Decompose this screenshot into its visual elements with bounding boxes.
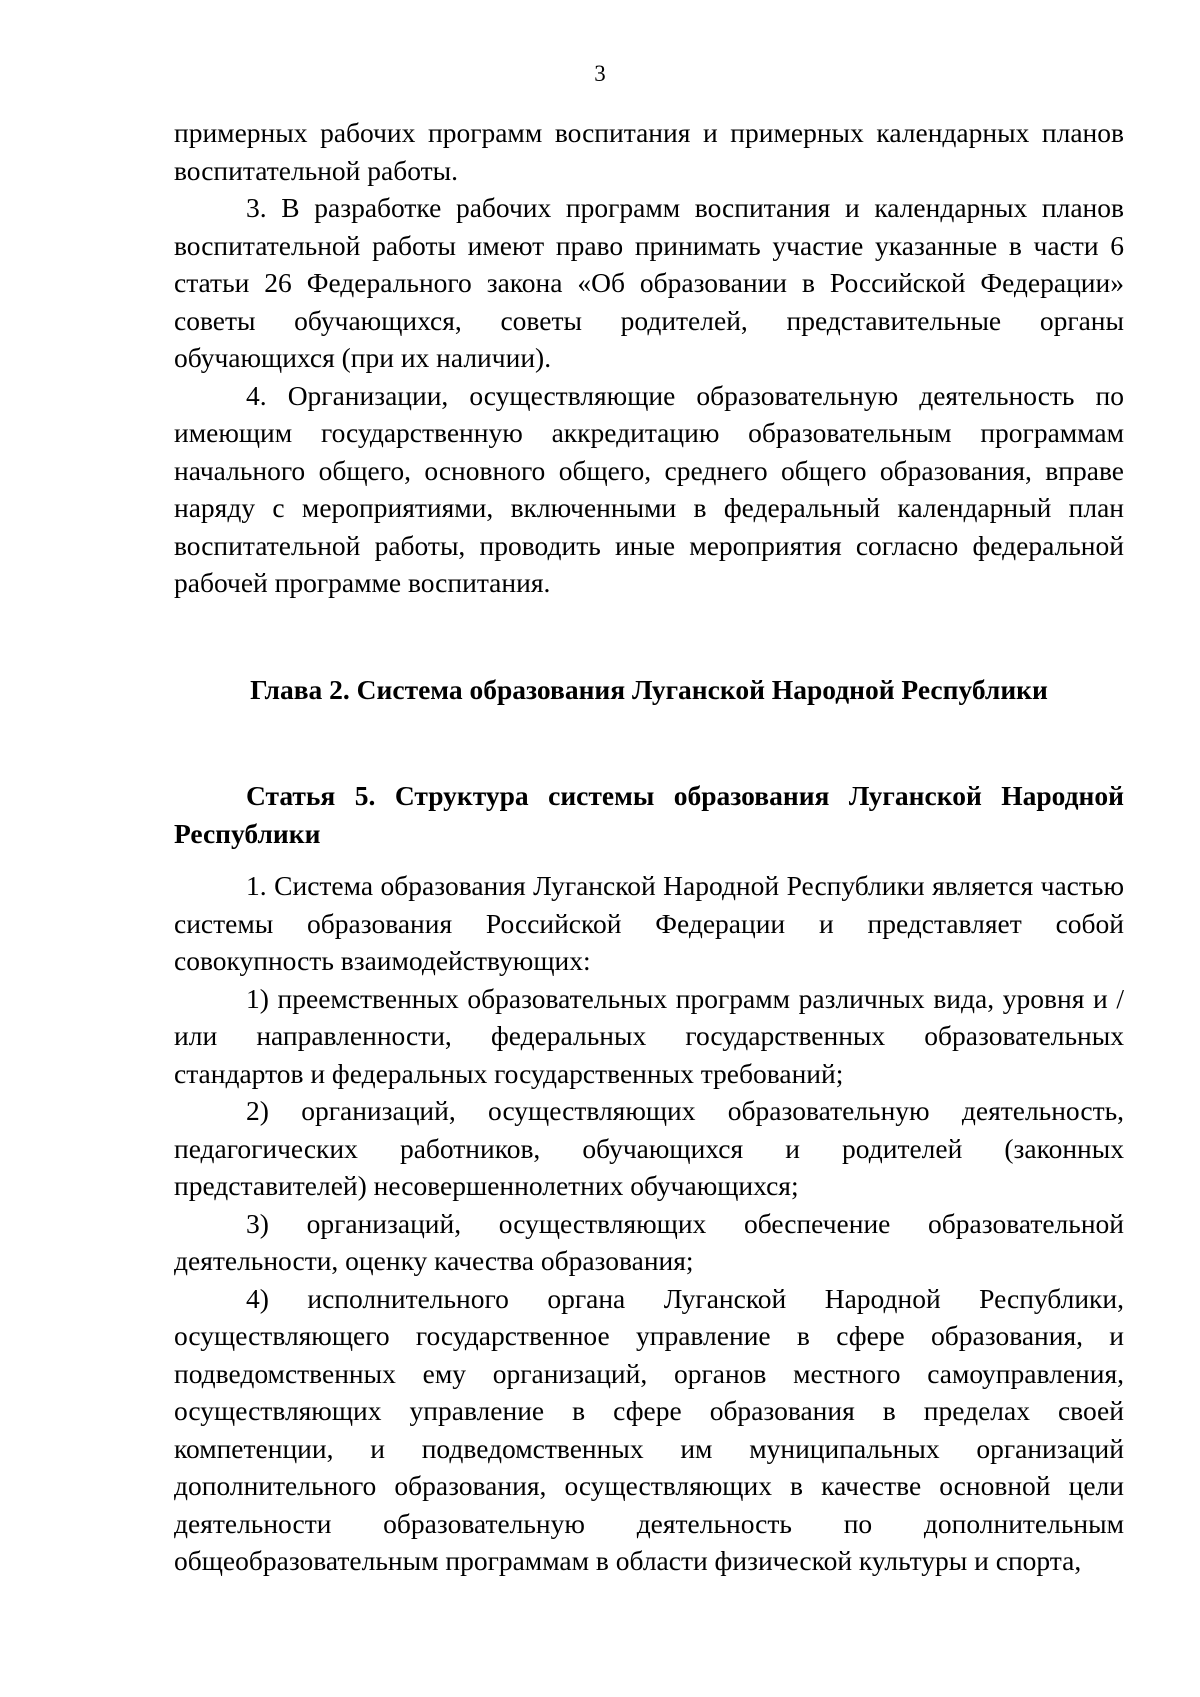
paragraph-continuation: примерных рабочих программ воспитания и примерных календарных планов воспитательной работы. (174, 117, 1124, 186)
paragraph-item-4: 4. Организации, осуществляющие образовательную деятельность по имеющим государственную аккредитацию образовательным программам начального общего, основного общего, среднего общего образования, вправе наряду с мероприятиями, включенными в федеральный календарный план воспитательной работы, проводить иные мероприятия согласно федеральной рабочей программе воспитания. (174, 379, 1124, 598)
article-paragraph-1: 1. Система образования Луганской Народной Республики является частью системы образования Российской Федерации и представляет собой совокупность взаимодействующих: (174, 870, 1124, 976)
chapter-title: Глава 2. Система образования Луганской Народной Республики (250, 673, 1048, 705)
document-body (174, 114, 1124, 1580)
article-title: Статья 5. Структура системы образования Луганской Народной Республики (174, 780, 1124, 849)
article-subitem-4: 4) исполнительного органа Луганской Народной Республики, осуществляющего государственное управление в сфере образования, и подведомственных ему организаций, органов местного самоуправления, осуществляющих управление в сфере образования в пределах своей компетенции, и подведомственных им муниципальных организаций дополнительного образования, осуществляющих в качестве основной цели деятельности образовательную деятельность по дополнительным общеобразовательным программам в области физической культуры и спорта, (174, 1282, 1124, 1576)
paragraph-item-3: 3. В разработке рабочих программ воспитания и календарных планов воспитательной работы имеют право принимать участие указанные в части 6 статьи 26 Федерального закона «Об образовании в Российской Федерации» советы обучающихся, советы родителей, представительные органы обучающихся (при их наличии). (174, 192, 1124, 373)
article-subitem-2: 2) организаций, осуществляющих образовательную деятельность, педагогических работников, обучающихся и родителей (законных представителей) несовершеннолетних обучающихся; (174, 1095, 1124, 1201)
article-subitem-3: 3) организаций, осуществляющих обеспечение образовательной деятельности, оценку качества образования; (174, 1207, 1124, 1276)
article-subitem-1: 1) преемственных образовательных программ различных вида, уровня и / или направленности, федеральных государственных образовательных стандартов и федеральных государственных требований; (174, 982, 1124, 1089)
page-number: 3 (594, 61, 606, 86)
